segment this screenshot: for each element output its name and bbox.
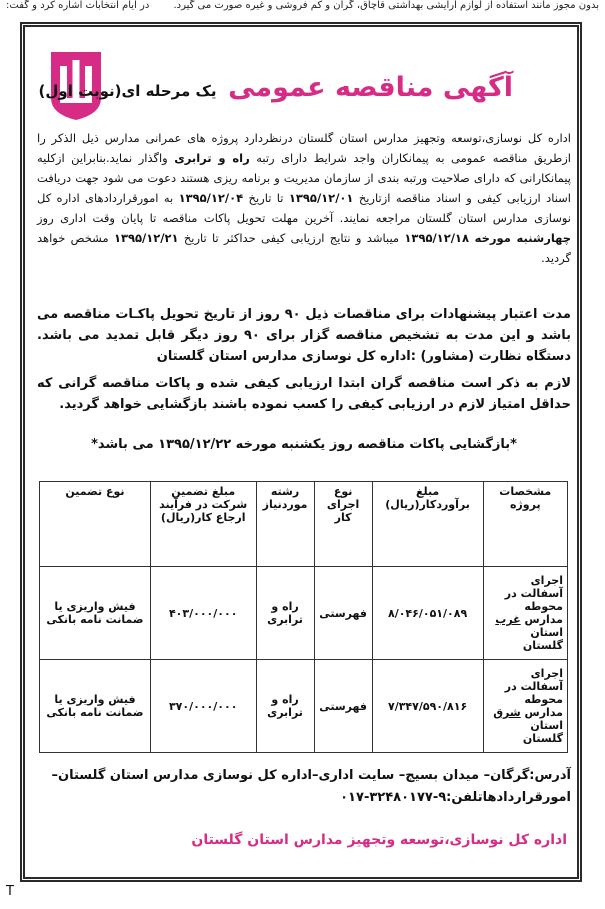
cell-field: راه و ترابری <box>256 567 314 660</box>
table-header-row <box>40 482 568 567</box>
notice-title: آگهی مناقصه عمومی <box>228 72 513 103</box>
notice-paragraph-validity: مدت اعتبار پیشنهادات برای مناقصات ذیل ۹۰ روز از تاریخ تحویل پاکـات مناقصه می باشد و این مدت به تشخیص مناقصه گزار برای ۹۰ روز دیگر قابل تمدید می باشد. دستگاه نظارت (مشاور) :اداره کل نوسازی مدارس استان گلستان <box>37 307 571 364</box>
project-province: استان گلستان <box>522 626 563 652</box>
top-clipped-text-right: بدون مجوز مانند استفاده از لوازم آرایشی بهداشتی قاچاق، گران و کم فروشی و غیره صورت می گیرد. <box>173 0 599 11</box>
cell-project <box>483 567 567 660</box>
header-estimate: مبلغ برآوردکار(ریال) <box>372 482 483 567</box>
p1-part-a: اداره کل نوسازی،توسعه وتجهیز مدارس استان گلستان درنظردارد پروژه های عمرانی مدارس ذیل الذکر را ازطریق مناقصه عمومی به پیمانکاران واجد شرایط دارای رتبه <box>37 131 571 165</box>
header-project: مشخصات پروژه <box>483 482 567 567</box>
cell-exec-type: فهرستی <box>314 567 372 660</box>
p1-part-e: تا تاریخ <box>248 191 284 205</box>
project-region: غرب <box>495 613 521 626</box>
p1-part-k: مشخص خواهد گردید. <box>37 231 571 265</box>
cell-project <box>483 660 567 753</box>
top-clipped-text <box>0 0 605 14</box>
contact-address: آدرس:گرگان– میدان بسیج– سایت اداری–اداره کل نوسازی مدارس استان گلستان– امورقراردادهاتلفن:۹-۳۲۴۸۰۱۷۷-۰۱۷ <box>51 768 571 805</box>
project-desc: اجرای آسفالت در محوطه مدارس <box>504 574 563 626</box>
p1-part-g: به امورقراردادهای اداره کل نوسازی مدارس استان گلستان مراجعه نمایند. آخرین مهلت تحویل پاکات مناقصه تا پایان وقت اداری روز <box>37 191 571 225</box>
table-row <box>40 660 568 753</box>
issuer-footer: اداره کل نوسازی،توسعه وتجهیز مدارس استان گلستان <box>191 832 567 848</box>
notice-headline <box>40 68 513 111</box>
cell-exec-type: فهرستی <box>314 660 372 753</box>
p1-results-date: ۱۳۹۵/۱۲/۲۱ <box>113 231 179 245</box>
page-mark: T <box>6 884 14 899</box>
cell-estimate: ۸/۰۴۶/۰۵۱/۰۸۹ <box>372 567 483 660</box>
cell-guarantee-type: فیش واریزی یا ضمانت نامه بانکی <box>40 567 151 660</box>
header-guarantee-amount: مبلغ تضمین شرکت در فرآیند ارجاع کار(ریال) <box>150 482 256 567</box>
p1-part-i: میباشد و نتایج ارزیابی کیفی حداکثر تا تاریخ <box>183 231 400 245</box>
notice-paragraph-evaluation: لازم به ذکر است مناقصه گران ابتدا ارزیابی کیفی شده و پاکات مناقصه گرانی که حداقل امتیاز لازم در ارزیابی کیفی را کسب نموده باشند بازگشایی خواهد گردید. <box>37 376 571 412</box>
p1-rank: راه و ترابری <box>174 151 250 165</box>
notice-subtitle: یک مرحله ای(نوبت اول) <box>38 82 217 100</box>
opening-date-line: *بازگشایی پاکات مناقصه روز یکشنبه مورخه ۱۳۹۵/۱۲/۲۲ می باشد* <box>91 437 517 452</box>
cell-guarantee-amount: ۳۷۰/۰۰۰/۰۰۰ <box>150 660 256 753</box>
p1-date-end: ۱۳۹۵/۱۲/۰۴ <box>178 191 244 205</box>
header-guarantee-type: نوع تضمین <box>40 482 151 567</box>
cell-estimate: ۷/۳۴۷/۵۹۰/۸۱۶ <box>372 660 483 753</box>
cell-field: راه و ترابری <box>256 660 314 753</box>
p1-part-c: واگذار نماید.بنابراین ازکلیه پیمانکارانی که دارای صلاحیت ورتبه بندی از سازمان مدیریت و برنامه ریزی هستند دعوت می شود جهت دریافت اسناد ارزیابی کیفی و اسناد مناقصه ازتاریخ <box>37 151 571 205</box>
top-clipped-text-left: در ایام انتخابات اشاره کرد و گفت: <box>6 0 150 11</box>
tender-table <box>39 481 568 753</box>
header-exec-type: نوع اجرای کار <box>314 482 372 567</box>
p1-deadline: چهارشنبه مورخه ۱۳۹۵/۱۲/۱۸ <box>404 231 572 245</box>
table-row <box>40 567 568 660</box>
cell-guarantee-type: فیش واریزی یا ضمانت نامه بانکی <box>40 660 151 753</box>
notice-paragraph-main <box>37 128 571 268</box>
cell-guarantee-amount: ۴۰۳/۰۰۰/۰۰۰ <box>150 567 256 660</box>
project-province: استان گلستان <box>522 719 563 745</box>
p1-date-start: ۱۳۹۵/۱۲/۰۱ <box>288 191 354 205</box>
header-field: رشته موردنیاز <box>256 482 314 567</box>
project-desc: اجرای آسفالت در محوطه مدارس <box>504 667 563 719</box>
project-region: شرق <box>493 706 521 719</box>
